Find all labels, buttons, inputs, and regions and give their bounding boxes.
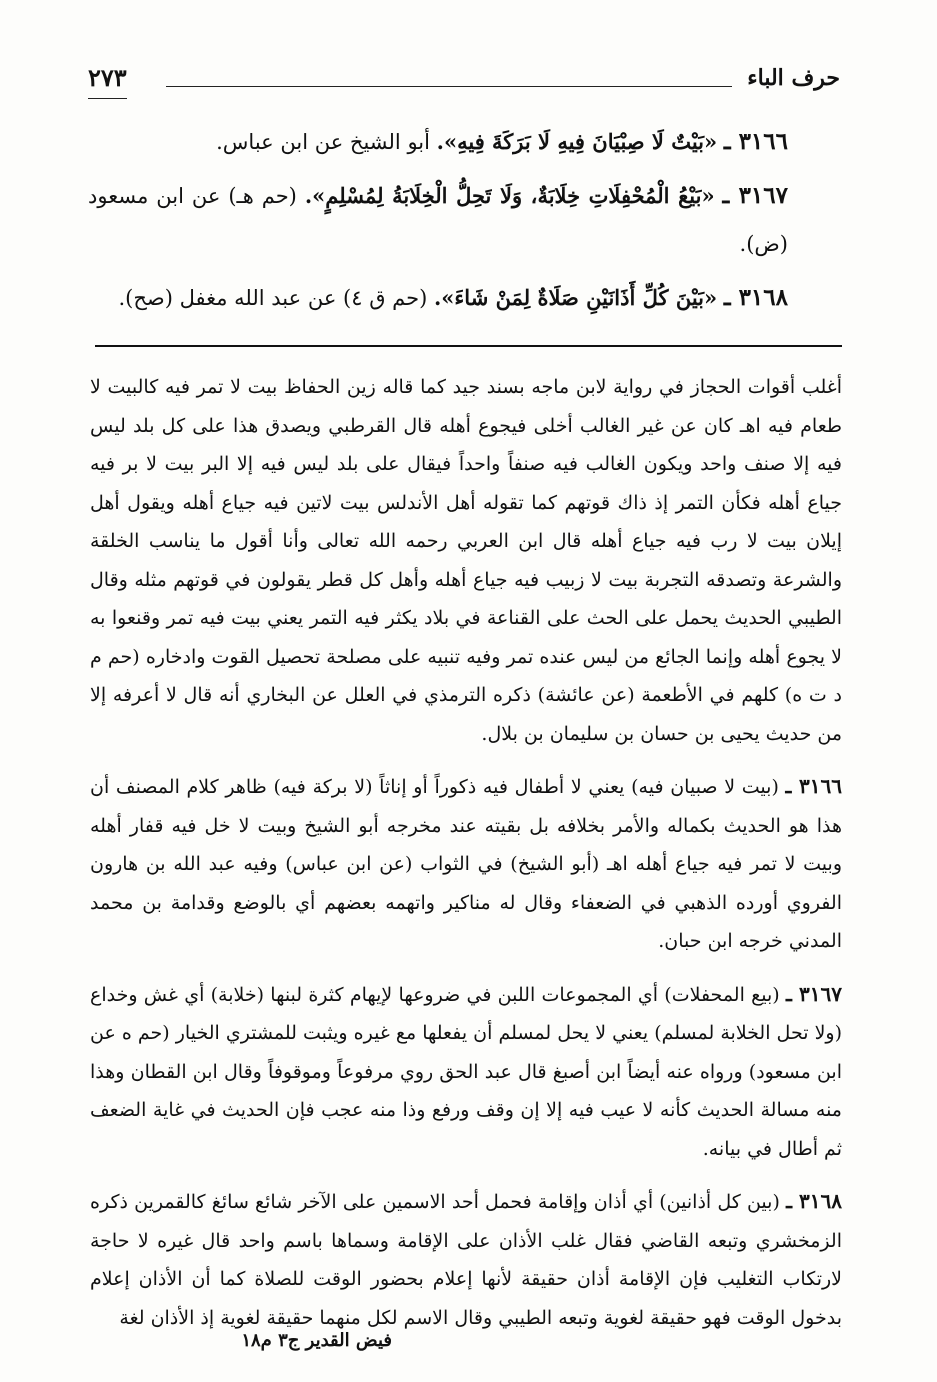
- footer-book-reference: فيض القدير ج٣ م١٨: [241, 1330, 392, 1351]
- hadith-number: ٣١٦٨ ـ: [723, 284, 788, 311]
- hadith-text: «بَيْنَ كُلِّ أَذَانَيْنِ صَلَاةٌ لِمَنْ شَاءَ».: [434, 285, 718, 310]
- commentary-number: ٣١٦٨ ـ: [786, 1189, 842, 1213]
- hadith-entry: [88, 118, 788, 166]
- commentary: [90, 368, 842, 1351]
- header-rule: [166, 86, 732, 87]
- hadith-text: «بَيْعُ الْمُحْفِلَاتِ خِلَابَةٌ، وَلَا تَحِلُّ الْخِلَابَةُ لِمُسْلِمٍ».: [304, 183, 715, 208]
- commentary-entry: [90, 975, 842, 1169]
- commentary-number: ٣١٦٧ ـ: [785, 981, 843, 1006]
- hadith-number: ٣١٦٧ ـ: [722, 182, 788, 209]
- section-divider: [95, 345, 842, 347]
- commentary-text: (بيع المحفلات) أي المجموعات اللبن في ضروعها لإيهام كثرة لبنها (خلابة) أي غش وخداع (ولا تحل الخلابة لمسلم) يعني لا يحل لمسلم أن يفعلها مع غيره ويثبت للمشتري الخيار (حم ه عن ابن مسعود) ورواه عنه أيضاً ابن أصبغ قال عبد الحق روي مرفوعاً وموقوفاً وقال ابن القطان وهذا منه مسالة الحديث كأنه لا عيب فيه إلا إن وقف ورفع وذا منه عجب فإن الحديث في غاية الضعف ثم أطال في بيانه.: [90, 983, 842, 1160]
- chapter-title: حرف الباء: [747, 65, 840, 91]
- hadith-text: «بَيْتٌ لَا صِبْيَانَ فِيهِ لَا بَرَكَةَ فِيهِ».: [436, 129, 718, 154]
- hadith-list: [88, 118, 788, 328]
- commentary-text: (بيت لا صبيان فيه) يعني لا أطفال فيه ذكوراً أو إناثاً (لا بركة فيه) ظاهر كلام المصنف أن هذا هو الحديث بكماله والأمر بخلافه بل بقيته عند مخرجه أبو الشيخ وبيت لا خل فيه قفار أهله وبيت لا تمر فيه جياع أهله اهـ (أبو الشيخ) في الثواب (عن ابن عباس) وفيه عبد الله بن هارون الفروي أورده الذهبي في الضعفاء وقال له مناكير واتهمه بعضهم أي بالوضع وقدامة بن محمد المدني خرجه ابن حبان.: [90, 776, 842, 952]
- page-header: [88, 58, 840, 98]
- hadith-number: ٣١٦٦ ـ: [723, 128, 788, 155]
- commentary-number: ٣١٦٦ ـ: [785, 774, 842, 798]
- hadith-source: أبو الشيخ عن ابن عباس.: [216, 130, 430, 154]
- page-number: ٢٧٣: [88, 58, 127, 99]
- hadith-entry: [88, 274, 788, 322]
- hadith-entry: [88, 172, 788, 268]
- commentary-entry: [90, 767, 842, 961]
- commentary-text: (بين كل أذانين) أي أذان وإقامة فحمل أحد الاسمين على الآخر شائع سائغ كالقمرين ذكره الزمخشري وتبعه القاضي فقال غلب الأذان على الإقامة وسماها باسم واحد قال غيره لا حاجة لارتكاب التغليب فإن الإقامة أذان حقيقة لأنها إعلام بحضور الوقت للصلاة كما أن الأذان إعلام بدخول الوقت فهو حقيقة لغوية وتبعه الطيبي وقال الاسم لكل منهما حقيقة لغوية إذ الأذان لغة: [90, 1191, 842, 1329]
- hadith-source: (حم هـ) عن ابن مسعود (ض).: [88, 184, 788, 256]
- commentary-intro: أغلب أقوات الحجاز في رواية لابن ماجه بسند جيد كما قاله زين الحفاظ بيت لا تمر فيه كالبيت لا طعام فيه اهـ كان عن غير الغالب أخلى فيجوع أهله قال القرطبي ويصدق هذا على كل بلد ليس فيه إلا صنف واحد ويكون الغالب فيه صنفاً واحداً فيقال على بلد ليس فيه إلا البر بيت لا بر فيه جياع أهله فكأن التمر إذ ذاك قوتهم كما تقوله أهل الأندلس بيت لاتين فيه جياع أهله ويقول أهل إيلان بيت لا رب فيه جياع أهله قال ابن العربي رحمه الله تعالى وأنا أقول ما يناسب الخلقة والشرعة وتصدقه التجربة بيت لا زبيب فيه جياع أهله وأهل كل قطر يقولون في قوتهم مثله وقال الطيبي الحديث يحمل على الحث على القناعة في بلاد يكثر فيه التمر يعني بيت فيه تمر وقنعوا به لا يجوع أهله وإنما الجائع من ليس عنده تمر وفيه تنبيه على مصلحة تحصيل القوت وادخاره (حم م د ت ه) كلهم في الأطعمة (عن عائشة) ذكره الترمذي في العلل عن البخاري أنه قال لا أعرفه إلا من حديث يحيى بن حسان بن سليمان بن بلال.: [90, 376, 842, 745]
- hadith-source: (حم ق ٤) عن عبد الله مغفل (صح).: [118, 286, 428, 310]
- commentary-entry: [90, 1182, 842, 1337]
